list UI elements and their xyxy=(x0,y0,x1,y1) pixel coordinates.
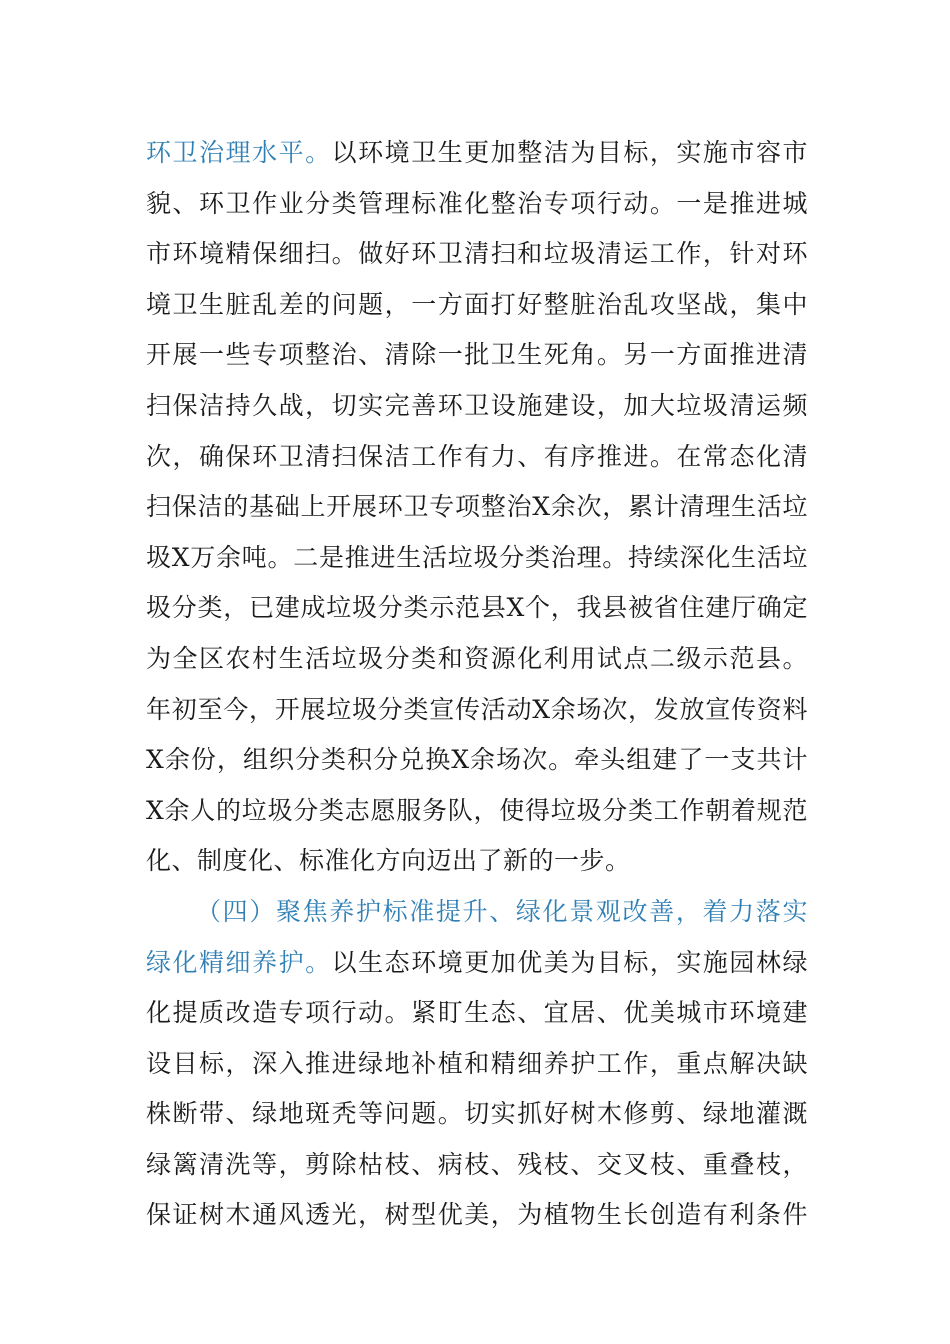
section-heading-tail: 环卫治理水平。 xyxy=(146,138,332,167)
paragraph-line: 圾分类，已建成垃圾分类示范县X个，我县被省住建厅确定 xyxy=(146,593,808,623)
paragraph-line: 绿篱清洗等，剪除枯枝、病枝、残枝、交叉枝、重叠枝， xyxy=(146,1149,808,1179)
paragraph-line: X余人的垃圾分类志愿服务队，使得垃圾分类工作朝着规范 xyxy=(146,795,808,825)
paragraph-line: 境卫生脏乱差的问题，一方面打好整脏治乱攻坚战，集中 xyxy=(146,289,808,319)
paragraph-line: 圾X万余吨。二是推进生活垃圾分类治理。持续深化生活垃 xyxy=(146,542,808,572)
paragraph-line: 设目标，深入推进绿地补植和精细养护工作，重点解决缺 xyxy=(146,1048,808,1078)
paragraph-line: 保证树木通风透光，树型优美，为植物生长创造有利条件 xyxy=(146,1200,808,1230)
paragraph-line: 市环境精保细扫。做好环卫清扫和垃圾清运工作，针对环 xyxy=(146,239,808,269)
section-heading: （四）聚焦养护标准提升、绿化景观改善，着力落实 xyxy=(196,896,808,926)
paragraph-text: 以生态环境更加优美为目标，实施园林绿 xyxy=(331,947,808,977)
paragraph-line xyxy=(146,128,808,179)
section-heading-tail: 绿化精细养护。 xyxy=(146,947,332,977)
document-body xyxy=(146,128,808,1241)
paragraph-line: 次，确保环卫清扫保洁工作有力、有序推进。在常态化清 xyxy=(146,441,808,471)
paragraph-line: 株断带、绿地斑秃等问题。切实抓好树木修剪、绿地灌溉 xyxy=(146,1099,808,1129)
paragraph-line: 扫保洁的基础上开展环卫专项整治X余次，累计清理生活垃 xyxy=(146,492,808,522)
paragraph-line: 化提质改造专项行动。紧盯生态、宜居、优美城市环境建 xyxy=(146,998,808,1028)
paragraph-line xyxy=(146,938,808,989)
paragraph-line: 扫保洁持久战，切实完善环卫设施建设，加大垃圾清运频 xyxy=(146,390,808,420)
paragraph-line: 为全区农村生活垃圾分类和资源化利用试点二级示范县。 xyxy=(146,643,808,673)
paragraph-text: 以环境卫生更加整洁为目标，实施市容市 xyxy=(331,138,808,167)
paragraph-line: 年初至今，开展垃圾分类宣传活动X余场次，发放宣传资料 xyxy=(146,694,808,724)
paragraph-line: 开展一些专项整治、清除一批卫生死角。另一方面推进清 xyxy=(146,340,808,370)
paragraph-line: 貌、环卫作业分类管理标准化整治专项行动。一是推进城 xyxy=(146,188,808,218)
paragraph-line: X余份，组织分类积分兑换X余场次。牵头组建了一支共计 xyxy=(146,745,808,775)
paragraph-line: 化、制度化、标准化方向迈出了新的一步。 xyxy=(146,846,631,876)
